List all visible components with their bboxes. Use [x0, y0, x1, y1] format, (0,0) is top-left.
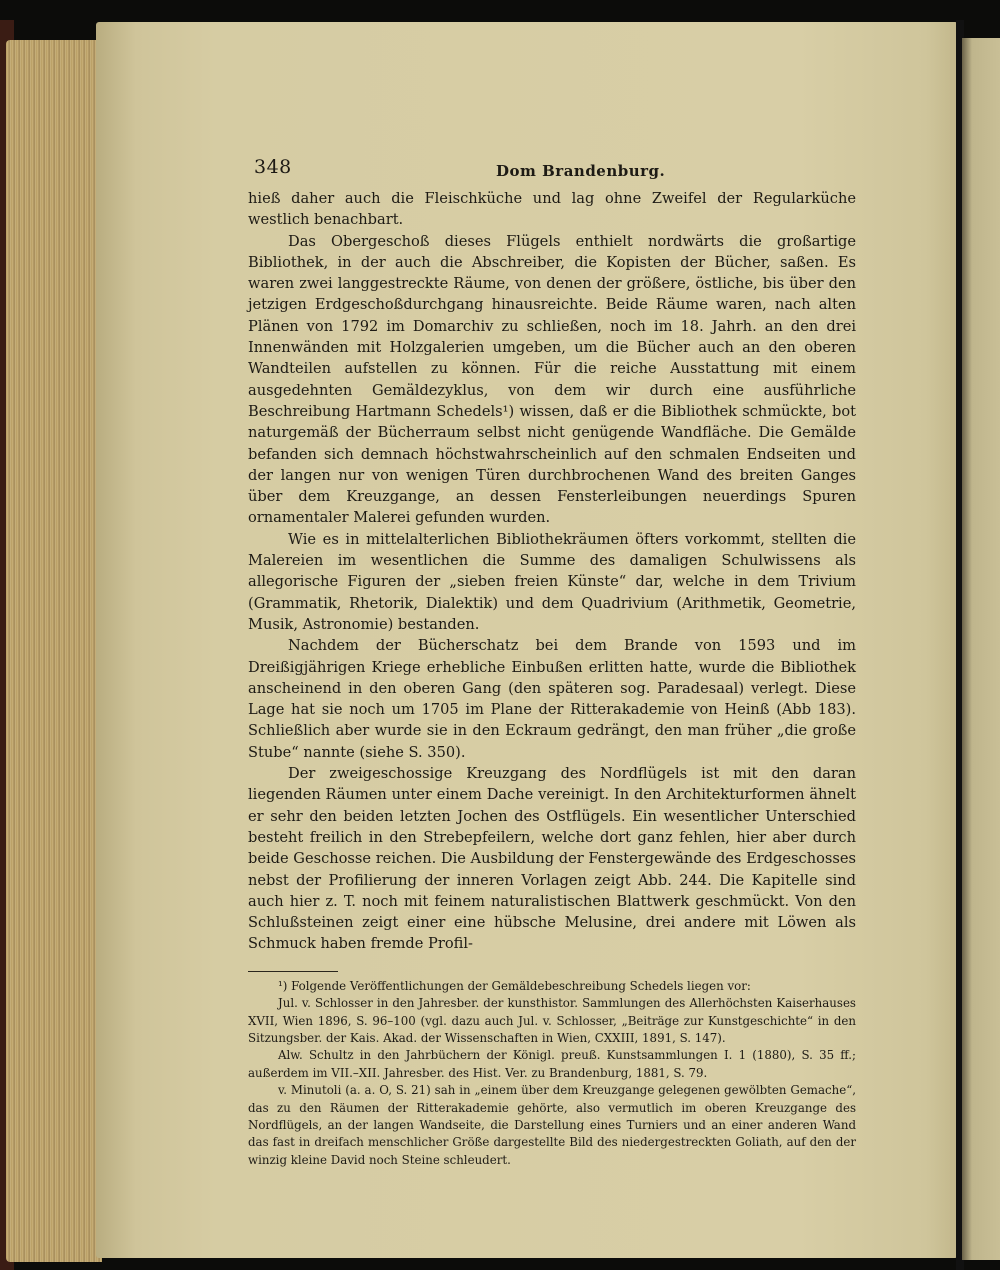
footnote-rule — [248, 971, 338, 972]
page-text-block — [248, 150, 856, 1250]
footnotes — [248, 978, 856, 1169]
footnote: Jul. v. Schlosser in den Jahresber. der kunsthistor. Sammlungen des Allerhöchsten Kaiserhauses XVII, Wien 1896, S. 96–100 (vgl. dazu auch Jul. v. Schlosser, „Beiträge zur Kunstgeschichte“ in den Sitzungsber. der Kais. Akad. der Wissenschaften in Wien, CXXIII, 1891, S. 147). — [248, 996, 856, 1045]
page-number: 348 — [254, 156, 292, 178]
footnote: ¹) Folgende Veröffentlichungen der Gemäldebeschreibung Schedels liegen vor: — [278, 978, 751, 993]
body-text — [248, 188, 856, 955]
footnote: Alw. Schultz in den Jahrbüchern der Königl. preuß. Kunstsammlungen I. 1 (1880), S. 35 ff.; außerdem im VII.–XII. Jahresber. des Hist. Ver. zu Brandenburg, 1881, S. 79. — [248, 1048, 856, 1080]
paragraph-library: Das Obergeschoß dieses Flügels enthielt nordwärts die großartige Bibliothek, in der auch die Abschreiber, die Kopisten der Bücher, saßen. Es waren zwei langgestreckte Räume, von denen der größere, östliche, bis über den jetzigen Erdgeschoßdurchgang hinausreichte. Beide Räume waren, nach alten Plänen von 1792 im Domarchiv zu schließen, noch im 18. Jahrh. an den drei Innenwänden mit Holzgalerien umgeben, um die Bücher auch an den oberen Wandteilen aufstellen zu können. Für die reiche Ausstattung mit einem ausgedehnten Gemäldezyklus, von dem wir durch eine ausführliche Beschreibung Hartmann Schedels¹) wissen, daß er die Bibliothek schmückte, bot naturgemäß der Bücherraum selbst nicht genügende Wandfläche. Die Gemälde befanden sich demnach höchstwahrscheinlich auf den schmalen Endseiten und der langen nur von wenigen Türen durchbrochenen Wand des breiten Ganges über dem Kreuzgange, an dessen Fensterleibungen neuerdings Spuren ornamentaler Malerei gefunden wurden. — [248, 232, 856, 527]
running-title: Dom Brandenburg. — [496, 162, 666, 180]
paragraph-cloister: Der zweigeschossige Kreuzgang des Nordflügels ist mit den daran liegenden Räumen unter einem Dache vereinigt. In den Architekturformen ähnelt er sehr den beiden letzten Jochen des Ostflügels. Ein wesentlicher Unterschied besteht freilich in den Strebepfeilern, welche dort ganz fehlen, hier aber durch beide Geschosse reichen. Die Ausbildung der Fenstergewände des Erdgeschosses nebst der Profilierung der inneren Vorlagen zeigt Abb. 244. Die Kapitelle sind auch hier z. T. noch mit feinem naturalistischen Blattwerk geschmückt. Von den Schlußsteinen zeigt einer eine hübsche Melusine, drei andere mit Löwen als Schmuck haben fremde Profil- — [248, 765, 856, 953]
facing-page-edge — [962, 38, 1000, 1260]
page-edges — [6, 40, 102, 1262]
paragraph-continuation: hieß daher auch die Fleischküche und lag ohne Zweifel der Regularküche westlich benachbart. — [248, 190, 856, 229]
paragraph-library-relocation: Nachdem der Bücherschatz bei dem Brande von 1593 und im Dreißigjährigen Kriege erhebliche Einbußen erlitten hatte, wurde die Bibliothek anscheinend in den oberen Gang (den späteren sog. Paradesaal) verlegt. Diese Lage hat sie noch um 1705 im Plane der Ritterakademie von Heinß (Abb 183). Schließlich aber wurde sie in den Eckraum gedrängt, den man früher „die große Stube“ nannte (siehe S. 350). — [248, 637, 856, 761]
footnote: v. Minutoli (a. a. O, S. 21) sah in „einem über dem Kreuzgange gelegenen gewölbten Gemache“, das zu den Räumen der Ritterakademie gehörte, also vermutlich im oberen Kreuzgange des Nordflügels, an der langen Wandseite, die Darstellung eines Turniers und an einer anderen Wand das fast in dreifach menschlicher Größe dargestellte Bild des niedergestreckten Goliath, auf den der winzig kleine David noch Steine schleudert. — [248, 1083, 856, 1167]
page-header — [248, 150, 856, 188]
paragraph-liberal-arts: Wie es in mittelalterlichen Bibliothekräumen öfters vorkommt, stellten die Malereien im wesentlichen die Summe des damaligen Schulwissens als allegorische Figuren der „sieben freien Künste“ dar, welche in dem Trivium (Grammatik, Rhetorik, Dialektik) und dem Quadrivium (Arithmetik, Geometrie, Musik, Astronomie) bestanden. — [248, 530, 856, 633]
